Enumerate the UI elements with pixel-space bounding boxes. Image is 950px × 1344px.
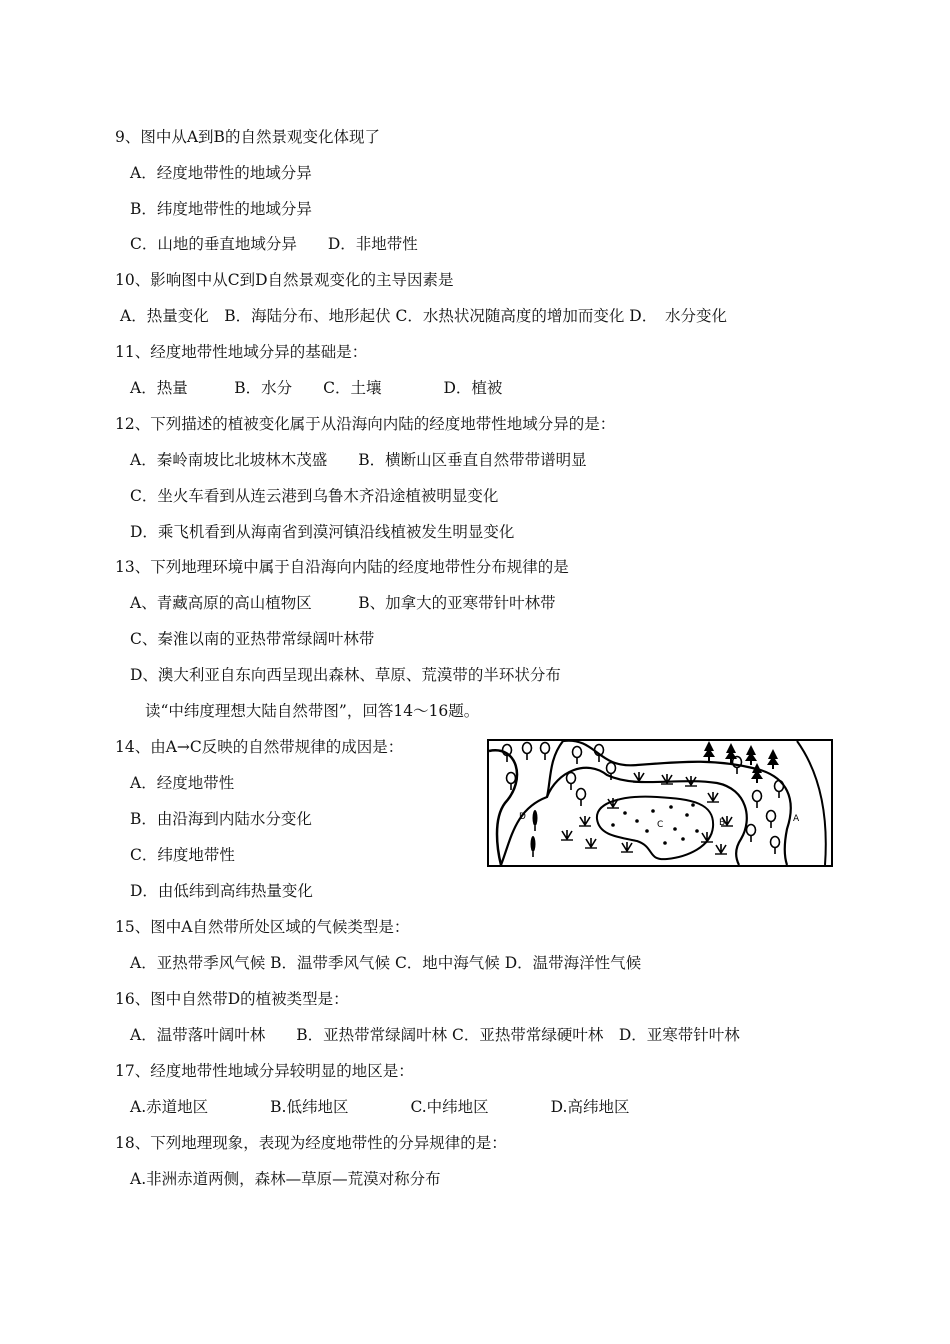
zone-label-c: C — [657, 820, 664, 830]
q9-option-b: B．纬度地带性的地域分异 — [130, 200, 312, 218]
reading-instruction: 读“中纬度理想大陆自然带图”，回答14～16题。 — [145, 702, 480, 720]
q18-stem: 18、下列地理现象，表现为经度地带性的分异规律的是： — [115, 1134, 507, 1152]
q9-option-cd: C．山地的垂直地域分异 D．非地带性 — [130, 235, 418, 253]
q13-option-c: C、秦淮以南的亚热带常绿阔叶林带 — [130, 630, 375, 648]
q14-option-c: C．纬度地带性 — [130, 846, 235, 864]
zone-label-b: B — [719, 818, 726, 828]
q17-stem: 17、经度地带性地域分异较明显的地区是： — [115, 1062, 414, 1080]
q12-stem: 12、下列描述的植被变化属于从沿海向内陆的经度地带性地域分异的是： — [115, 415, 616, 433]
q13-stem: 13、下列地理环境中属于自沿海向内陆的经度地带性分布规律的是 — [115, 558, 569, 576]
q18-option-a: A.非洲赤道两侧，森林—草原—荒漠对称分布 — [130, 1170, 441, 1188]
q16-options: A．温带落叶阔叶林 B．亚热带常绿阔叶林 C．亚热带常绿硬叶林 D．亚寒带针叶林 — [130, 1026, 740, 1044]
q13-option-d: D、澳大利亚自东向西呈现出森林、草原、荒漠带的半环状分布 — [130, 666, 561, 684]
q17-options: A.赤道地区 B.低纬地区 C.中纬地区 D.高纬地区 — [130, 1098, 630, 1116]
q12-option-d: D．乘飞机看到从海南省到漠河镇沿线植被发生明显变化 — [130, 523, 515, 541]
q13-option-ab: A、青藏高原的高山植物区 B、加拿大的亚寒带针叶林带 — [130, 594, 556, 612]
zone-label-a: A — [793, 814, 800, 824]
natural-zone-map — [487, 739, 833, 867]
q10-options: A．热量变化 B．海陆分布、地形起伏 C．水热状况随高度的增加而变化 D． 水分变化 — [120, 307, 727, 325]
q14-option-b: B．由沿海到内陆水分变化 — [130, 810, 312, 828]
q9-option-a: A．经度地带性的地域分异 — [130, 164, 312, 182]
q14-stem: 14、由A→C反映的自然带规律的成因是： — [115, 738, 404, 756]
map-frame — [488, 740, 832, 866]
q15-stem: 15、图中A自然带所处区域的气候类型是： — [115, 918, 410, 936]
q15-options: A．亚热带季风气候 B．温带季风气候 C．地中海气候 D．温带海洋性气候 — [130, 954, 642, 972]
q11-options: A．热量 B．水分 C．土壤 D．植被 — [130, 379, 503, 397]
q14-option-a: A．经度地带性 — [130, 774, 235, 792]
zone-label-d: D — [519, 812, 526, 822]
q10-stem: 10、影响图中从C到D自然景观变化的主导因素是 — [115, 271, 454, 289]
q11-stem: 11、经度地带性地域分异的基础是： — [115, 343, 368, 361]
q9-stem: 9、图中从A到B的自然景观变化体现了 — [115, 128, 380, 146]
q12-option-c: C．坐火车看到从连云港到乌鲁木齐沿途植被明显变化 — [130, 487, 499, 505]
q16-stem: 16、图中自然带D的植被类型是： — [115, 990, 349, 1008]
q14-option-d: D．由低纬到高纬热量变化 — [130, 882, 313, 900]
q12-option-ab: A．秦岭南坡比北坡林木茂盛 B．横断山区垂直自然带带谱明显 — [130, 451, 587, 469]
